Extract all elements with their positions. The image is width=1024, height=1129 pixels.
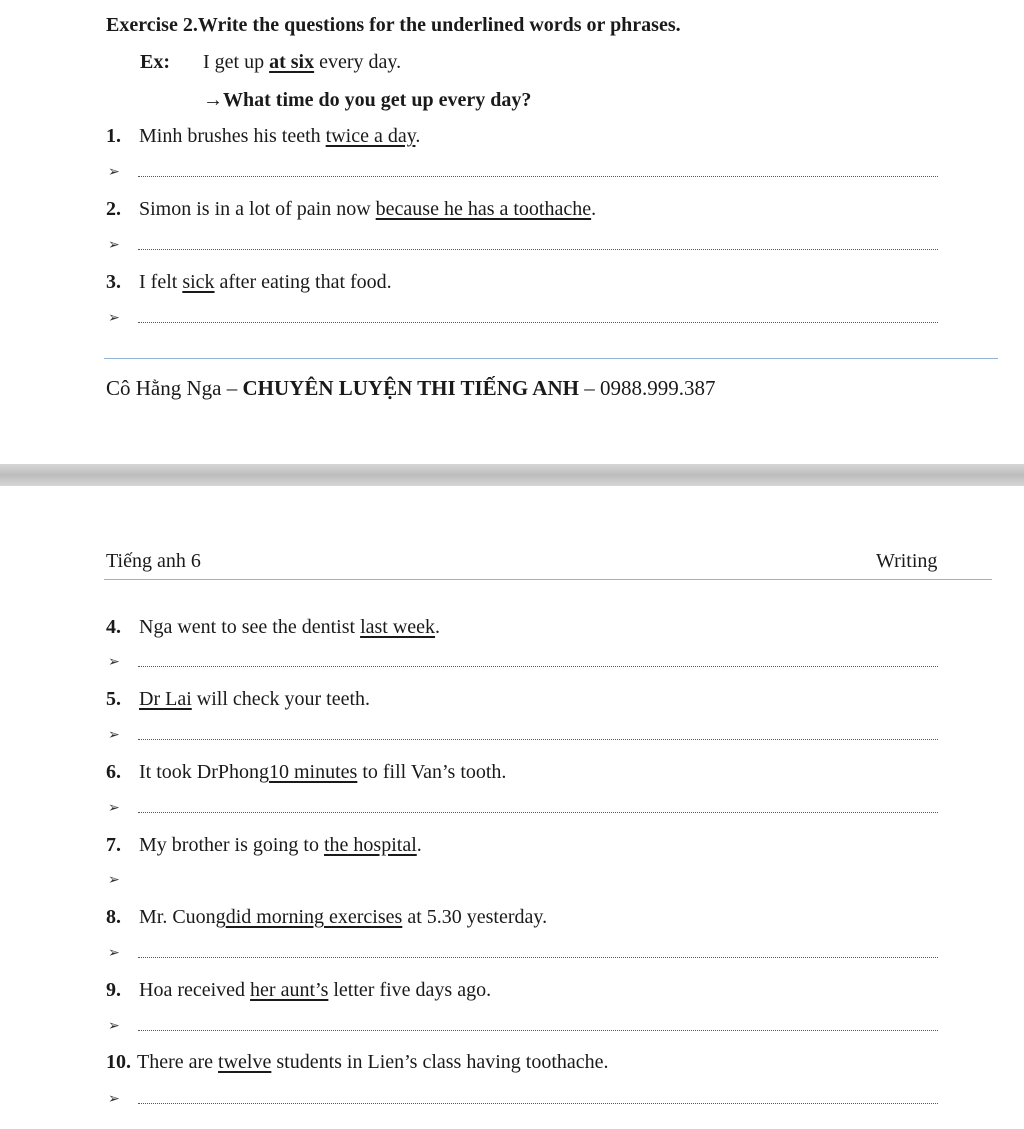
dotted-line	[138, 812, 938, 813]
question-pre: My brother is going to	[139, 834, 324, 856]
dotted-line	[138, 1030, 938, 1031]
question-post: will check your teeth.	[191, 688, 371, 710]
question-underlined: 10 minutes	[269, 761, 358, 783]
page-header-subject: Tiếng anh 6	[106, 550, 201, 572]
page-footer	[106, 376, 715, 401]
answer-line-4[interactable]	[106, 656, 938, 674]
answer-line-7[interactable]	[106, 874, 938, 892]
page-break	[0, 464, 1024, 486]
arrow-icon: ➢	[108, 728, 120, 743]
question-2	[106, 198, 596, 221]
answer-line-8[interactable]	[106, 947, 938, 965]
question-underlined: twelve	[218, 1051, 272, 1073]
example-underlined: at six	[269, 51, 315, 73]
question-8	[106, 906, 547, 929]
question-5	[106, 688, 370, 711]
question-post: .	[416, 834, 422, 856]
answer-line-2[interactable]	[106, 239, 938, 257]
question-number: 7.	[106, 834, 121, 856]
answer-line-6[interactable]	[106, 802, 938, 820]
question-post: after eating that food.	[214, 271, 392, 293]
question-number: 3.	[106, 271, 121, 293]
example-label: Ex:	[140, 51, 170, 73]
dotted-line	[138, 739, 938, 740]
question-underlined: did morning exercises	[225, 906, 403, 928]
answer-line-5[interactable]	[106, 729, 938, 747]
dotted-line	[138, 1103, 938, 1104]
question-9	[106, 979, 491, 1002]
question-7	[106, 834, 422, 857]
example-post: every day.	[314, 51, 402, 73]
question-10	[106, 1051, 609, 1074]
arrow-icon: ➢	[108, 1092, 120, 1107]
page-header-section: Writing	[876, 550, 938, 572]
arrow-icon: ➢	[108, 238, 120, 253]
question-pre: Hoa received	[139, 979, 251, 1001]
question-underlined: her aunt’s	[250, 979, 329, 1001]
question-number: 10.	[106, 1051, 131, 1073]
question-number: 9.	[106, 979, 121, 1001]
question-post: .	[415, 125, 421, 147]
question-pre: There are	[137, 1051, 219, 1073]
example-pre: I get up	[203, 51, 270, 73]
question-number: 2.	[106, 198, 121, 220]
question-underlined: Dr Lai	[139, 688, 192, 710]
arrow-icon: ➢	[108, 873, 120, 888]
arrow-icon: ➢	[108, 655, 120, 670]
question-4	[106, 616, 440, 639]
question-underlined: the hospital	[324, 834, 417, 856]
dotted-line	[138, 176, 938, 177]
exercise-title: Exercise 2.Write the questions for the underlined words or phrases.	[106, 14, 681, 36]
example-sentence	[203, 51, 401, 74]
arrow-icon: ➢	[108, 1019, 120, 1034]
answer-line-3[interactable]	[106, 312, 938, 330]
question-underlined: sick	[182, 271, 215, 293]
example-answer: →What time do you get up every day?	[203, 89, 532, 111]
answer-line-9[interactable]	[106, 1020, 938, 1038]
question-1	[106, 125, 420, 148]
header-divider	[104, 579, 992, 580]
question-pre: Mr. Cuong	[139, 906, 226, 928]
question-post: at 5.30 yesterday.	[402, 906, 548, 928]
dotted-line	[138, 957, 938, 958]
question-number: 8.	[106, 906, 121, 928]
question-post: letter five days ago.	[328, 979, 492, 1001]
question-underlined: because he has a toothache	[375, 198, 592, 220]
question-underlined: twice a day	[325, 125, 416, 147]
answer-line-1[interactable]	[106, 166, 938, 184]
question-number: 4.	[106, 616, 121, 638]
dotted-line	[138, 249, 938, 250]
question-pre: Minh brushes his teeth	[139, 125, 326, 147]
footer-divider	[104, 358, 998, 359]
question-pre: It took DrPhong	[139, 761, 269, 783]
answer-line-10[interactable]	[106, 1093, 938, 1111]
footer-phone: – 0988.999.387	[578, 376, 716, 400]
question-pre: I felt	[139, 271, 183, 293]
question-post: students in Lien’s class having toothache.	[271, 1051, 609, 1073]
question-3	[106, 271, 392, 294]
question-post: to fill Van’s tooth.	[357, 761, 507, 783]
arrow-icon: ➢	[108, 165, 120, 180]
question-post: .	[591, 198, 597, 220]
arrow-icon: ➢	[108, 311, 120, 326]
dotted-line	[138, 322, 938, 323]
question-pre: Nga went to see the dentist	[139, 616, 361, 638]
question-number: 6.	[106, 761, 121, 783]
footer-course: CHUYÊN LUYỆN THI TIẾNG ANH	[242, 376, 579, 400]
question-number: 1.	[106, 125, 121, 147]
question-6	[106, 761, 506, 784]
arrow-icon: ➢	[108, 946, 120, 961]
question-underlined: last week	[360, 616, 436, 638]
question-pre: Simon is in a lot of pain now	[139, 198, 376, 220]
footer-teacher: Cô Hằng Nga –	[106, 376, 243, 400]
arrow-icon: ➢	[108, 801, 120, 816]
dotted-line	[138, 666, 938, 667]
question-post: .	[435, 616, 441, 638]
question-number: 5.	[106, 688, 121, 710]
